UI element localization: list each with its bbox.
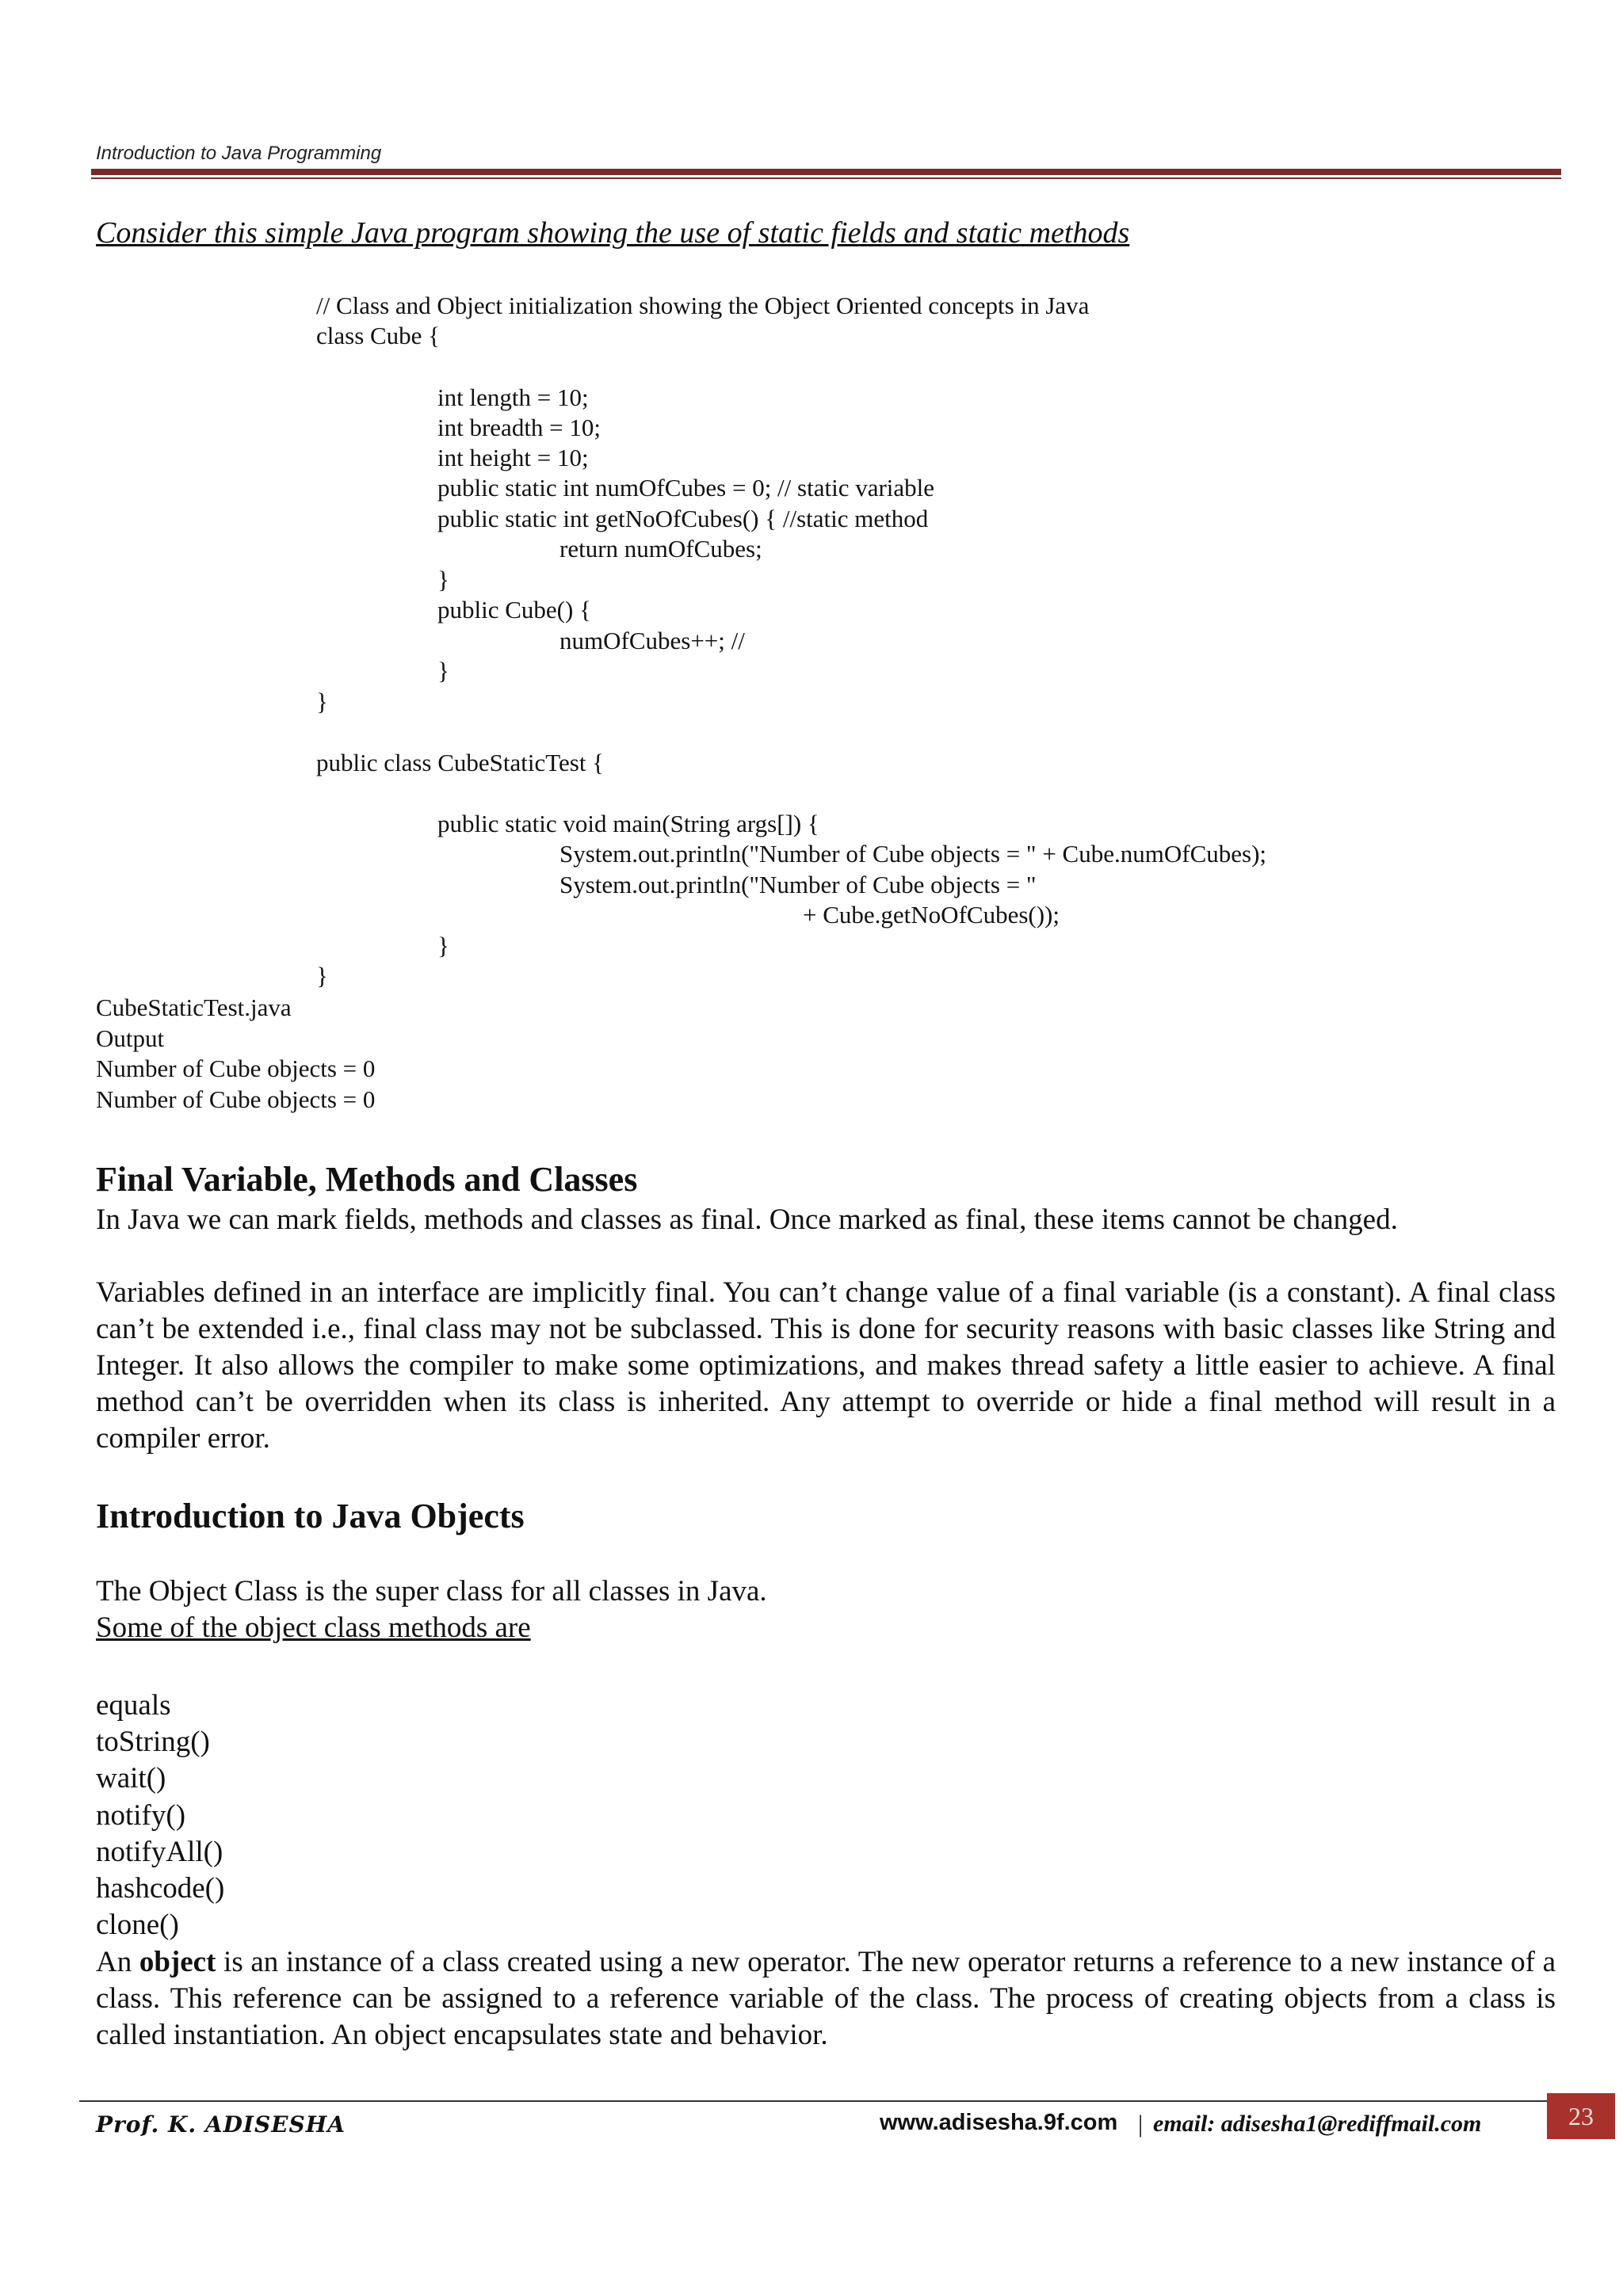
code-line: System.out.println("Number of Cube objects = " (559, 871, 1037, 898)
code-line: public static int getNoOfCubes() { //static method (437, 505, 929, 532)
code-line: int height = 10; (437, 444, 589, 471)
final-paragraph-1: In Java we can mark fields, methods and classes as final. Once marked as final, these items cannot be changed. (96, 1203, 1398, 1236)
code-line: numOfCubes++; // (559, 627, 745, 654)
footer-author: Prof. K. ADISESHA (96, 2111, 346, 2138)
list-item: hashcode() (96, 1872, 225, 1905)
footer-separator: | (1138, 2110, 1144, 2138)
object-definition-text: is an instance of a class created using a new operator. The new operator returns a reference to a new instance of a class. This reference can be assigned to a reference variable of the class. The process of creating objects from a class is called instantiation. An object encapsulates state and behavior. (96, 1946, 1556, 2051)
code-line: System.out.println("Number of Cube objects = " + Cube.numOfCubes); (559, 840, 1267, 868)
final-paragraph-2: Variables defined in an interface are implicitly final. You can’t change value of a final variable (is a constant). A final class can’t be extended i.e., final class may not be subclassed. This is done for security reasons with basic classes like String and Integer. It also allows the compiler to make some optimizations, and makes thread safety a little easier to achieve. A final method can’t be overridden when its class is inherited. Any attempt to override or hide a final method will result in a compiler error. (96, 1276, 1556, 1455)
list-item: wait() (96, 1762, 166, 1795)
code-line: } (437, 566, 449, 593)
code-line: int length = 10; (437, 383, 589, 411)
object-definition-lead: An (96, 1946, 132, 1978)
object-methods-list (96, 1688, 224, 1943)
list-item: notify() (96, 1798, 186, 1832)
footer-website: www.adisesha.9f.com (880, 2110, 1118, 2135)
program-output (96, 993, 375, 1115)
running-header: Introduction to Java Programming (96, 143, 382, 164)
object-term: object (139, 1946, 216, 1978)
code-line: public Cube() { (437, 596, 591, 624)
footer-email: email: adisesha1@rediffmail.com (1153, 2111, 1482, 2137)
output-line: Output (96, 1024, 165, 1052)
list-item: notifyAll() (96, 1835, 223, 1868)
methods-caption: Some of the object class methods are (96, 1611, 531, 1644)
object-definition-paragraph (96, 1944, 1556, 2054)
code-line: public class CubeStaticTest { (316, 749, 605, 776)
code-line: // Class and Object initialization showing the Object Oriented concepts in Java (316, 292, 1090, 319)
code-line: return numOfCubes; (559, 535, 762, 563)
output-line: Number of Cube objects = 0 (96, 1055, 376, 1082)
code-line: + Cube.getNoOfCubes()); (803, 901, 1060, 929)
code-line: } (316, 688, 328, 715)
code-line: public static void main(String args[]) { (437, 810, 819, 837)
header-rule (91, 169, 1561, 175)
code-line: public static int numOfCubes = 0; // static variable (437, 474, 935, 502)
header-rule-thin (91, 177, 1561, 179)
output-line: CubeStaticTest.java (96, 994, 292, 1021)
code-line: } (437, 657, 449, 685)
code-line: int breadth = 10; (437, 414, 601, 441)
code-line: } (316, 962, 328, 990)
section-heading-final: Final Variable, Methods and Classes (96, 1160, 638, 1199)
code-line: class Cube { (316, 322, 441, 349)
list-item: equals (96, 1689, 171, 1722)
output-line: Number of Cube objects = 0 (96, 1085, 376, 1113)
footer-rule (79, 2100, 1563, 2102)
list-item: toString() (96, 1726, 210, 1759)
code-line: } (437, 932, 449, 959)
page-number-badge: 23 (1547, 2093, 1615, 2139)
section-heading-objects: Introduction to Java Objects (96, 1497, 525, 1535)
object-class-intro: The Object Class is the super class for all classes in Java. (96, 1575, 767, 1608)
list-item: clone() (96, 1909, 179, 1942)
intro-caption: Consider this simple Java program showing the use of static fields and static methods (96, 216, 1130, 250)
